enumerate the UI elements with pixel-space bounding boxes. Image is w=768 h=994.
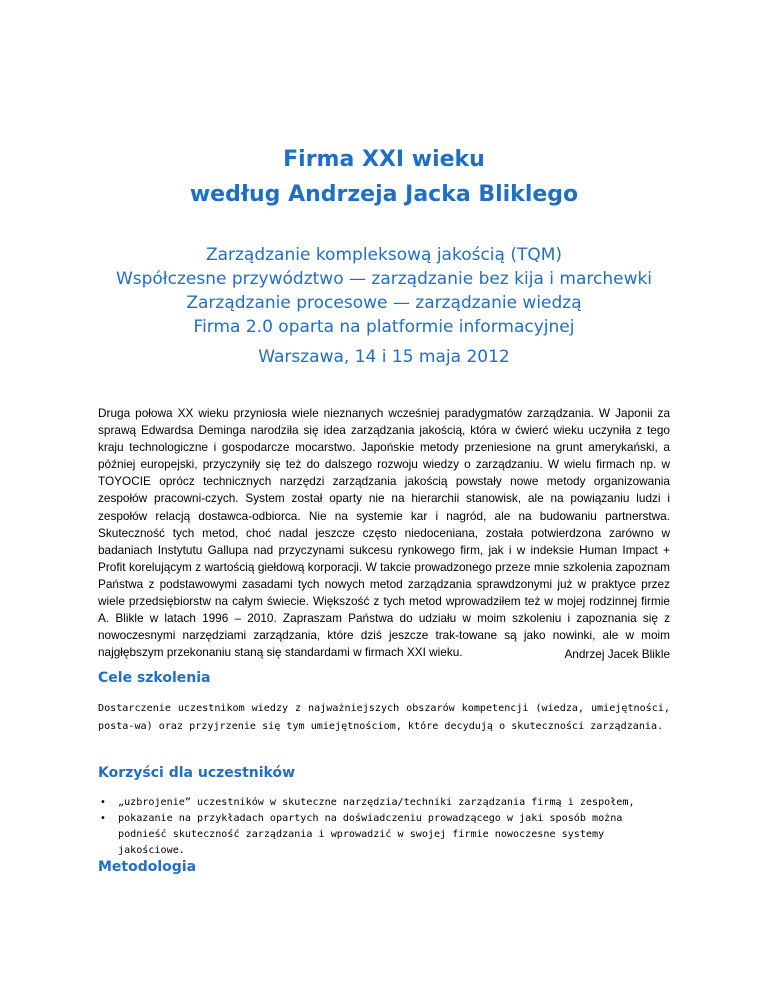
document-title-line-2: według Andrzeja Jacka Bliklego: [189, 182, 579, 207]
document-title-line-1: Firma XXI wieku: [283, 147, 485, 172]
benefit-text: pokazanie na przykładach opartych na doświadczeniu prowadzącego w jaki sposób można podnieść skuteczność zarządzania i wprowadzić w swojej firmie nowoczesne systemy jakościowe.: [118, 813, 623, 856]
benefit-item: [98, 811, 670, 859]
bullet-icon: •: [100, 813, 106, 824]
benefit-text: „uzbrojenie” uczestników w skuteczne narzędzia/techniki zarządzania firmą i zespołem,: [118, 797, 635, 808]
author-signature: Andrzej Jacek Blikle: [564, 647, 670, 661]
subtitle-leadership: Współczesne przywództwo — zarządzanie bez kija i marchewki: [115, 269, 653, 289]
goals-paragraph: Dostarczenie uczestnikom wiedzy z najważniejszych obszarów kompetencji (wiedza, umiejętności, posta-wa) oraz przyjrzenie się tym umiejętnościom, które decydują o skuteczności zarządzania.: [98, 703, 670, 732]
intro-paragraph: Druga połowa XX wieku przyniosła wiele nieznanych wcześniej paradygmatów zarządzania. W Japonii za sprawą Edwardsa Deminga narodziła się idea zarządzania jakością, która w ćwierć wieku uczyniła z tego kraju technologiczne i gospodarcze mocarstwo. Japońskie metody przeniesione na grunt amerykański, a później europejski, przyczyniły się też do dalszego rozwoju wiedzy o zarządzaniu. W wielu firmach np. w TOYOCIE oprócz technicznych narzędzi zarządzania jakością powstały nowe metody organizowania zespołów pracowni-czych. System został oparty nie na hierarchii stanowisk, ale na powiązaniu ludzi i zespołów relacją dostawca-odbiorca. Nie na systemie kar i nagród, ale na budowaniu partnerstwa. Skuteczność tych metod, choć nadal jeszcze często niedoceniana, została potwierdzona zarówno w badaniach Instytutu Gallupa nad przyczynami sukcesu rynkowego firm, jak i w indeksie Human Impact + Profit korelującym z wartością giełdową korporacji. W takcie prowadzonego przeze mnie szkolenia zapoznam Państwa z podstawowymi zasadami tych nowych metod zarządzania sprawdzonymi już w praktyce przez wiele przedsiębiorstw na całym świecie. Większość z tych metod wprowadziłem też w mojej rodzinnej firmie A. Blikle w latach 1996 – 2010. Zapraszam Państwa do udziału w moim szkoleniu i zapoznania się z nowoczesnymi narzędziami zarządzania, które dziś jeszcze trak-towane są jako nowinki, ale w moim najgłębszym przekonaniu staną się standardami w firmach XXI wieku.: [98, 406, 670, 660]
subtitle-company: Firma 2.0 oparta na platformie informacyjnej: [193, 317, 575, 337]
section-heading-metodologia: Metodologia: [98, 859, 197, 875]
subtitle-tqm: Zarządzanie kompleksową jakością (TQM): [205, 245, 563, 265]
benefits-list: [98, 795, 670, 859]
event-date: Warszawa, 14 i 15 maja 2012: [258, 347, 510, 367]
subtitle-process: Zarządzanie procesowe — zarządzanie wiedzą: [186, 293, 582, 313]
section-heading-cele: Cele szkolenia: [98, 670, 211, 686]
section-heading-korzysci: Korzyści dla uczestników: [98, 765, 296, 781]
bullet-icon: •: [100, 797, 106, 808]
benefit-item: [98, 795, 670, 811]
